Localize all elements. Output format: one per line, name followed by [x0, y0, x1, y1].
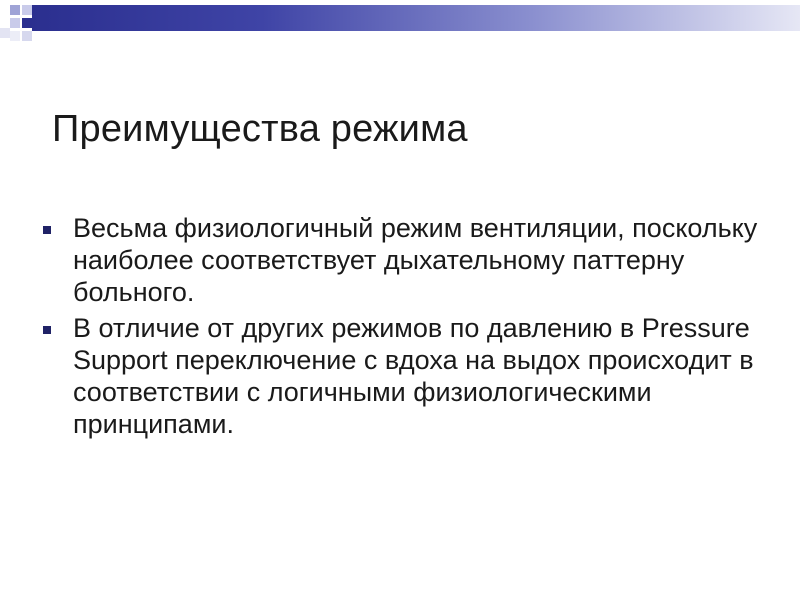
decorative-square-icon	[10, 31, 20, 41]
decorative-square-icon	[22, 18, 32, 28]
bullet-item	[40, 312, 760, 440]
bullet-item	[40, 212, 760, 308]
decorative-square-icon	[22, 5, 32, 15]
decorative-square-icon	[10, 5, 20, 15]
bullet-text: В отличие от других режимов по давлению в Pressure Support переключение с вдоха на выдох происходит в соответствии с логичными физиологическими принципами.	[73, 313, 754, 439]
decorative-square-icon	[22, 31, 32, 41]
slide-title: Преимущества режима	[52, 108, 468, 150]
square-bullet-icon	[43, 326, 51, 334]
bullet-list	[40, 212, 760, 444]
decorative-square-icon	[10, 18, 20, 28]
bullet-text: Весьма физиологичный режим вентиляции, поскольку наиболее соответствует дыхательному паттерну больного.	[73, 213, 758, 307]
square-bullet-icon	[43, 226, 51, 234]
decorative-square-icon	[0, 28, 10, 38]
header-decoration-band	[32, 5, 800, 31]
